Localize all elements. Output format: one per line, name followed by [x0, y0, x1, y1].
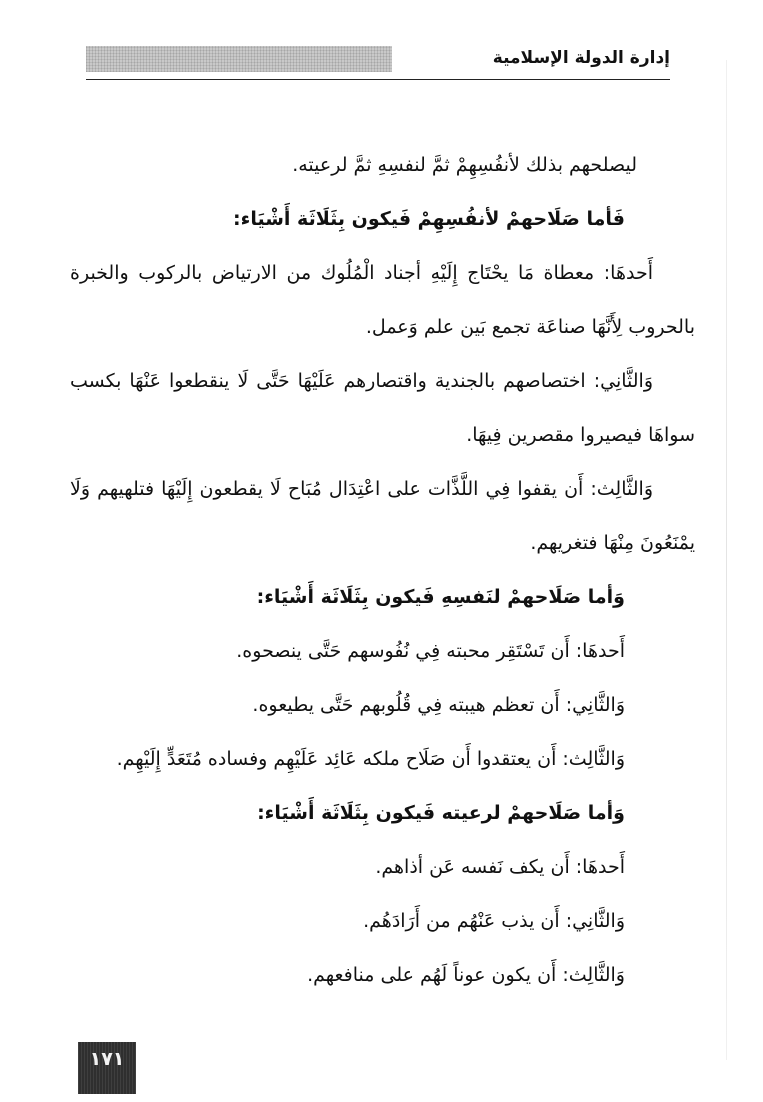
header-texture-bar — [86, 46, 392, 72]
text-line: وَالثَّالِث: أَن يقفوا فِي اللَّذَّات على اعْتِدَال مُبَاح لَا يقطعون إِلَيْهَا فتلهيهم وَلَا — [70, 478, 653, 500]
text-line: أَحدهَا: أَن تَسْتَقِر محبته فِي نُفُوسهم حَتَّى ينصحوه. — [236, 640, 625, 662]
page-gutter-shadow — [726, 60, 727, 1060]
text-line: وَالثَّالِث: أَن يعتقدوا أَن صَلَاح ملكه عَائِد عَلَيْهِم وفساده مُتَعَدٍّ إِلَيْهِم. — [116, 748, 625, 770]
running-title: إدارة الدولة الإسلامية — [492, 48, 670, 68]
text-line: يمْنَعُونَ مِنْهَا فتغريهم. — [530, 532, 695, 554]
page-header — [86, 40, 670, 80]
text-line: بالحروب لِأَنَّهَا صناعَة تجمع بَين علم وَعمل. — [365, 316, 695, 338]
text-line: وَالثَّانِي: أَن يذب عَنْهُم من أَرَادَهُم. — [363, 910, 625, 932]
body-text — [70, 140, 695, 1004]
text-line: وَالثَّالِث: أَن يكون عوناً لَهُم على منافعهم. — [307, 964, 625, 986]
text-line: ليصلحهم بذلك لأنفُسِهِمْ ثمَّ لنفسِهِ ثمَّ لرعيته. — [292, 154, 637, 176]
text-line: أَحدهَا: أَن يكف نَفسه عَن أذاهم. — [375, 856, 625, 878]
text-line: سواهَا فيصيروا مقصرين فِيهَا. — [466, 424, 695, 446]
section-heading: وَأما صَلَاحهمْ لنَفسِهِ فَيكون بِثَلَاثَة أَشْيَاء: — [256, 586, 625, 608]
section-heading: فَأما صَلَاحهمْ لأنفُسِهِمْ فَيكون بِثَلَاثَة أَشْيَاء: — [233, 208, 625, 230]
text-line: وَالثَّانِي: اختصاصهم بالجندية واقتصارهم عَلَيْهَا حَتَّى لَا ينقطعوا عَنْهَا بكسب — [70, 370, 653, 392]
text-line: وَالثَّانِي: أَن تعظم هيبته فِي قُلُوبهم حَتَّى يطيعوه. — [252, 694, 625, 716]
page-number: ١٧١ — [78, 1042, 136, 1094]
text-line: أَحدهَا: معطاة مَا يحْتَاج إِلَيْهِ أجناد الْمُلُوك من الارتياض بالركوب والخبرة — [70, 262, 653, 284]
section-heading: وَأما صَلَاحهمْ لرعيته فَيكون بِثَلَاثَة أَشْيَاء: — [257, 802, 625, 824]
header-rule — [86, 79, 670, 80]
